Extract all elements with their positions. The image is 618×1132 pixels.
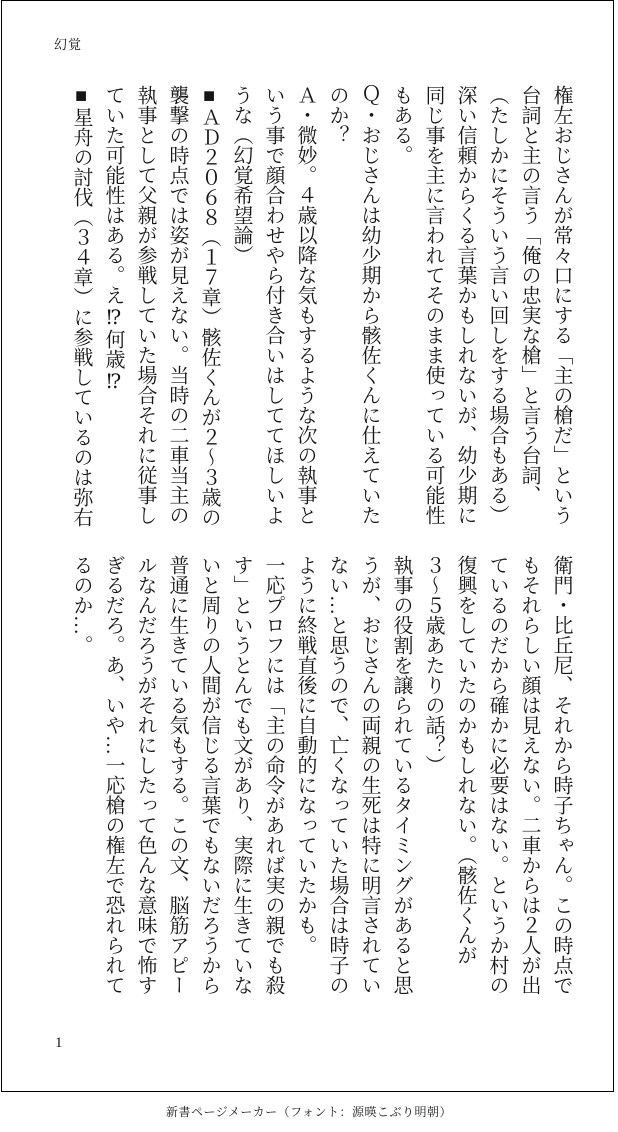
page-title: 幻覚 [54,37,83,52]
text-line: 台詞と主の言う「俺の忠実な槍」と言う台詞、 [518,85,540,505]
text-line: もそれらしい顔は見えない。二車からは２人が出 [518,555,540,995]
text-line: 衛門・比丘尼、それから時子ちゃん。この時点で [550,555,572,995]
text-line: ない…と思うので、亡くなっていた場合は時子の [326,555,348,995]
text-line: 権左おじさんが常々口にする「主の槍だ」という [550,85,572,525]
footer-caption: 新書ページメーカー（フォント：源暎こぶり明朝） [165,1105,453,1119]
text-line: 襲撃の時点では姿が見えない。当時の二車当主の [166,85,188,525]
text-line: 執事として父親が参戦していた場合それに従事し [134,85,156,525]
text-line: 深い信頼からくる言葉かもしれないが、幼少期に [454,85,476,525]
text-line: ■ＡＤ２０６８（１７章）骸佐くんが２～３歳の [198,85,220,527]
book-page [1,0,614,1092]
text-line: 普通に生きている気もする。この文、脳筋アピー [166,555,188,995]
text-line: ように終戦直後に自動的になっていたかも。 [294,555,316,955]
text-line: 執事の役割を譲られているタイミングがあると思 [390,555,412,995]
text-line: いと周りの人間が信じる言葉でもないだろうから [198,555,220,995]
text-line: ていた可能性はある。え⁉何歳⁉ [102,85,124,393]
text-line: す」というとんでも文があり、実際に生きていな [230,555,252,995]
vertical-text-block-lower [65,555,577,995]
text-line: ているのだから確かに必要はない。というか村の [486,555,508,995]
text-line: 同じ事を主に言われてそのまま使っている可能性 [422,85,444,525]
text-line: のか？ [326,85,348,145]
text-line: ３～５歳あたりの話？） [422,555,444,775]
text-line: 一応プロフには「主の命令があれば実の親でも殺 [262,555,284,995]
text-line: Ａ・微妙。４歳以降な気もするような次の執事と [294,85,316,525]
vertical-text-block-upper [65,85,577,527]
text-line: ルなんだろうがそれにしたって色んな意味で怖す [134,555,156,995]
text-line: ■星舟の討伐（３４章）に参戦しているのは弥右 [70,85,92,527]
text-line: るのか…。 [70,555,92,655]
text-line: （たしかにそういう言い回しをする場合もある） [486,85,508,525]
text-line: もある。 [390,85,412,165]
text-line: Ｑ・おじさんは幼少期から骸佐くんに仕えていた [358,85,380,525]
text-line: うな（幻覚希望論） [230,85,252,265]
text-line: いう事で顔合わせやら付き合いはしててほしいよ [262,85,284,525]
text-line: うが、おじさんの両親の生死は特に明言されてい [358,555,380,995]
text-line: 復興をしていたのかもしれない。（骸佐くんが [454,555,476,965]
page-number: 1 [55,1035,63,1051]
text-line: ぎるだろ。あ、いや…一応槍の権左で恐れられて [102,555,124,995]
